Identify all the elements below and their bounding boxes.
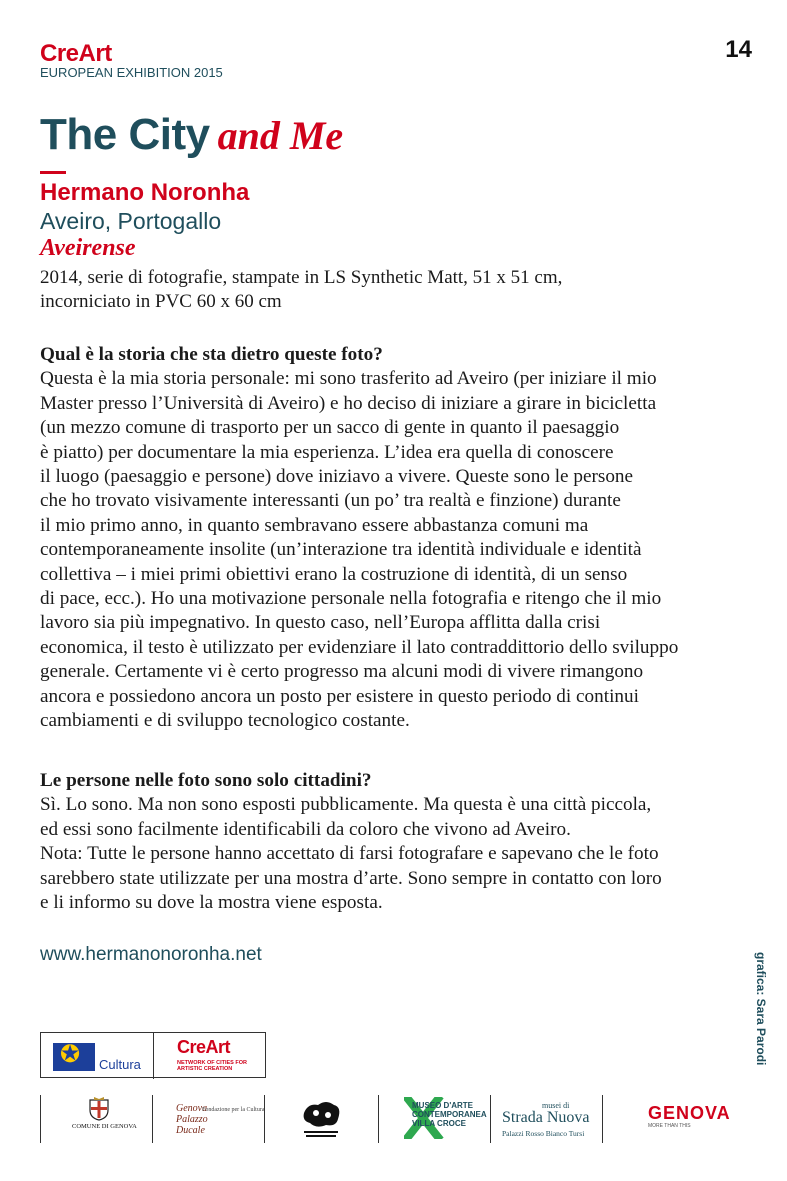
- comune-genova-label: COMUNE DI GENOVA: [72, 1123, 137, 1130]
- section-line: sarebbero state utilizzate per una mostra d’arte. Sono sempre in contatto con loro: [40, 867, 662, 889]
- strada-nuova-prefix: musei di: [542, 1101, 570, 1110]
- section-question: Qual è la storia che sta dietro queste foto?: [40, 344, 383, 365]
- sala-dogana-logo-icon: [298, 1097, 344, 1141]
- interview-section-1: [40, 343, 756, 734]
- page-number: 14: [725, 36, 752, 63]
- section-line: Master presso l’Università di Aveiro) e ho deciso di iniziare a girare in bicicletta: [40, 392, 657, 414]
- section-line: il luogo (paesaggio e persone) dove iniziavo a vivere. Queste sono le persone: [40, 466, 634, 488]
- section-line: collettiva – i miei primi obiettivi erano la costruzione di identità, di un senso: [40, 563, 628, 585]
- creart-network-logo: CreArt: [177, 1037, 231, 1057]
- logo-divider: [40, 1095, 41, 1143]
- logo-divider: [153, 1033, 154, 1079]
- section-line: Questa è la mia storia personale: mi sono trasferito ad Aveiro (per iniziare il mio: [40, 368, 657, 390]
- strada-nuova-logo: Strada Nuova: [502, 1109, 590, 1126]
- genova-city-brand-logo: GENOVA: [648, 1103, 731, 1123]
- palazzo-ducale-logo: Genova Palazzo Ducale: [176, 1103, 208, 1136]
- creart-network-tagline: NETWORK OF CITIES FOR ARTISTIC CREATION: [177, 1060, 247, 1072]
- partner-logos-top: [40, 1032, 266, 1078]
- partner-logos-bottom: [40, 1095, 756, 1143]
- work-details-line: 2014, serie di fotografie, stampate in LS Synthetic Matt, 51 x 51 cm,: [40, 267, 563, 288]
- section-question: Le persone nelle foto sono solo cittadini?: [40, 770, 372, 791]
- eu-culture-label: Cultura: [99, 1057, 141, 1072]
- villa-croce-museum-logo: MUSEO D'ARTE CONTEMPORANEA VILLA CROCE: [412, 1101, 487, 1128]
- genova-crest-icon: [88, 1097, 110, 1121]
- artist-name: Hermano Noronha: [40, 179, 250, 206]
- section-line: ed essi sono facilmente identificabili da coloro che vivono ad Aveiro.: [40, 818, 571, 840]
- brand-logo: CreArt: [40, 40, 112, 67]
- section-line: che ho trovato visivamente interessanti (un po’ tra realtà e finzione) durante: [40, 490, 621, 512]
- section-line: è piatto) per documentare la mia esperienza. L’idea era quella di conoscere: [40, 441, 614, 463]
- logo-divider: [264, 1095, 265, 1143]
- work-title: Aveirense: [40, 235, 136, 261]
- design-credit-text: grafica: Sara Parodi: [754, 952, 768, 1066]
- section-line: (un mezzo comune di trasporto per un sacco di gente in quanto il paesaggio: [40, 417, 620, 439]
- section-line: contemporaneamente insolite (un’interazione tra identità individuale e identità: [40, 539, 642, 561]
- section-line: cambiamenti e di sviluppo tecnologico costante.: [40, 710, 410, 732]
- section-line: lavoro sia più impegnativo. In questo caso, nell’Europa afflitta dalla crisi: [40, 612, 601, 634]
- title-part-2: and Me: [217, 113, 344, 158]
- section-line: Sì. Lo sono. Ma non sono esposti pubblicamente. Ma questa è una città piccola,: [40, 794, 652, 816]
- section-line: economica, il testo è utilizzato per evidenziare il lato contraddittorio dello sviluppo: [40, 636, 679, 658]
- interview-section-2: [40, 769, 756, 915]
- work-details-line: incorniciato in PVC 60 x 60 cm: [40, 290, 282, 312]
- section-line: generale. Certamente vi è certo progresso ma alcuni modi di vivere rimangono: [40, 661, 644, 683]
- logo-divider: [490, 1095, 491, 1143]
- brand-subtitle: EUROPEAN EXHIBITION 2015: [40, 65, 223, 80]
- design-credit: [746, 952, 782, 1072]
- palazzo-ducale-tagline: Fondazione per la Cultura: [202, 1107, 265, 1113]
- artist-website-link[interactable]: www.hermanonoronha.net: [40, 944, 262, 965]
- section-line: il mio primo anno, in quanto sembravano essere abbastanza comuni ma: [40, 514, 589, 536]
- genova-city-brand-tagline: MORE THAN THIS: [648, 1123, 691, 1129]
- section-line: ancora e possiedono ancora un posto per esistere in questo periodo di continui: [40, 685, 639, 707]
- logo-divider: [378, 1095, 379, 1143]
- title-divider: [40, 171, 66, 174]
- eu-flag-icon: ✪: [53, 1043, 95, 1071]
- logo-divider: [152, 1095, 153, 1143]
- section-line: di pace, ecc.). Ho una motivazione personale nella fotografia e ritengo che il mio: [40, 588, 662, 610]
- artist-place: Aveiro, Portogallo: [40, 208, 222, 234]
- logo-divider: [602, 1095, 603, 1143]
- section-line: e li informo su dove la mostra viene esposta.: [40, 892, 383, 914]
- title-part-1: The City: [40, 110, 210, 159]
- strada-nuova-tagline: Palazzi Rosso Bianco Tursi: [502, 1129, 585, 1138]
- work-details: [40, 266, 740, 313]
- section-line: Nota: Tutte le persone hanno accettato di farsi fotografare e sapevano che le foto: [40, 843, 659, 865]
- page-title: [40, 108, 343, 172]
